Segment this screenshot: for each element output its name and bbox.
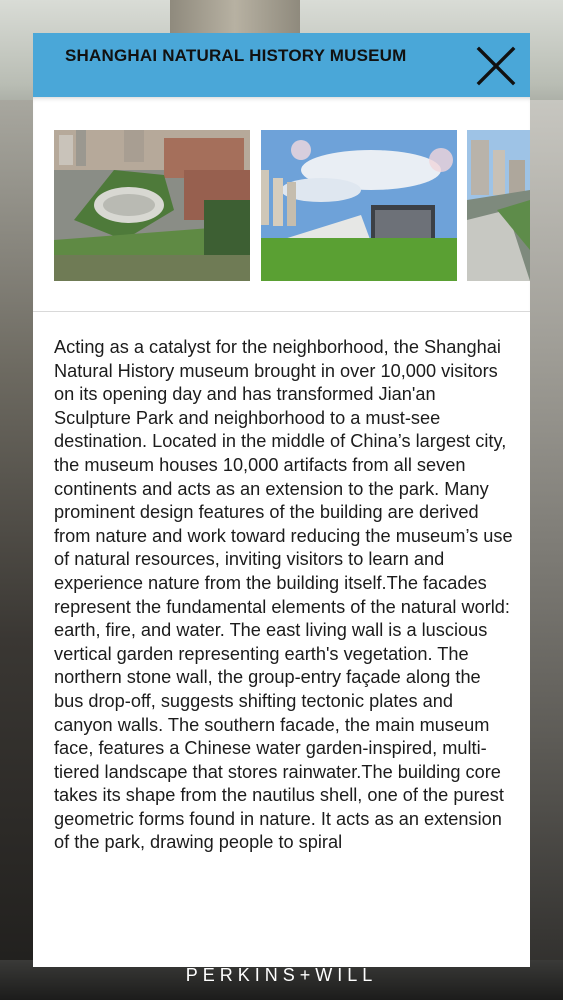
aerial-view-photo [54, 130, 250, 281]
panel-header [33, 33, 530, 97]
brand-logo: PERKINS+WILL [185, 965, 378, 985]
description-text: Acting as a catalyst for the neighborhood, the Shanghai Natural History museum brought in over 10,000 visitors on its opening day and has transformed Jian'an Sculpture Park and neighborhood to a must-see destination. Located in the middle of China’s largest city, the museum houses 10,000 artifacts from all seven continents and acts as an extension to the park. Many prominent design features of the building are derived from nature and work toward reducing the museum’s use of natural resources, inviting visitors to learn and experience nature from the building itself.The facades represent the fundamental elements of the natural world: earth, fire, and water. The east living wall is a luscious vertical garden representing earth's vegetation. The northern stone wall, the group-entry façade along the bus drop-off, suggests shifting tectonic plates and canyon walls. The southern facade, the main museum face, features a Chinese water garden-inspired, multi-tiered landscape that stores rainwater.The building core takes its shape from the nautilus shell, one of the purest geometric forms found in nature. It acts as an extension of the park, drawing people to spiral [54, 337, 513, 853]
info-panel [33, 33, 530, 967]
panel-title: SHANGHAI NATURAL HISTORY MUSEUM [65, 46, 407, 65]
museum-exterior-photo [261, 130, 457, 281]
close-x-icon [475, 45, 517, 87]
gallery-image-living-wall[interactable] [467, 130, 530, 281]
gallery-image-aerial[interactable] [54, 130, 250, 281]
close-button[interactable] [475, 45, 517, 87]
living-wall-photo [467, 130, 530, 281]
image-gallery[interactable] [33, 97, 530, 312]
gallery-image-exterior[interactable] [261, 130, 457, 281]
